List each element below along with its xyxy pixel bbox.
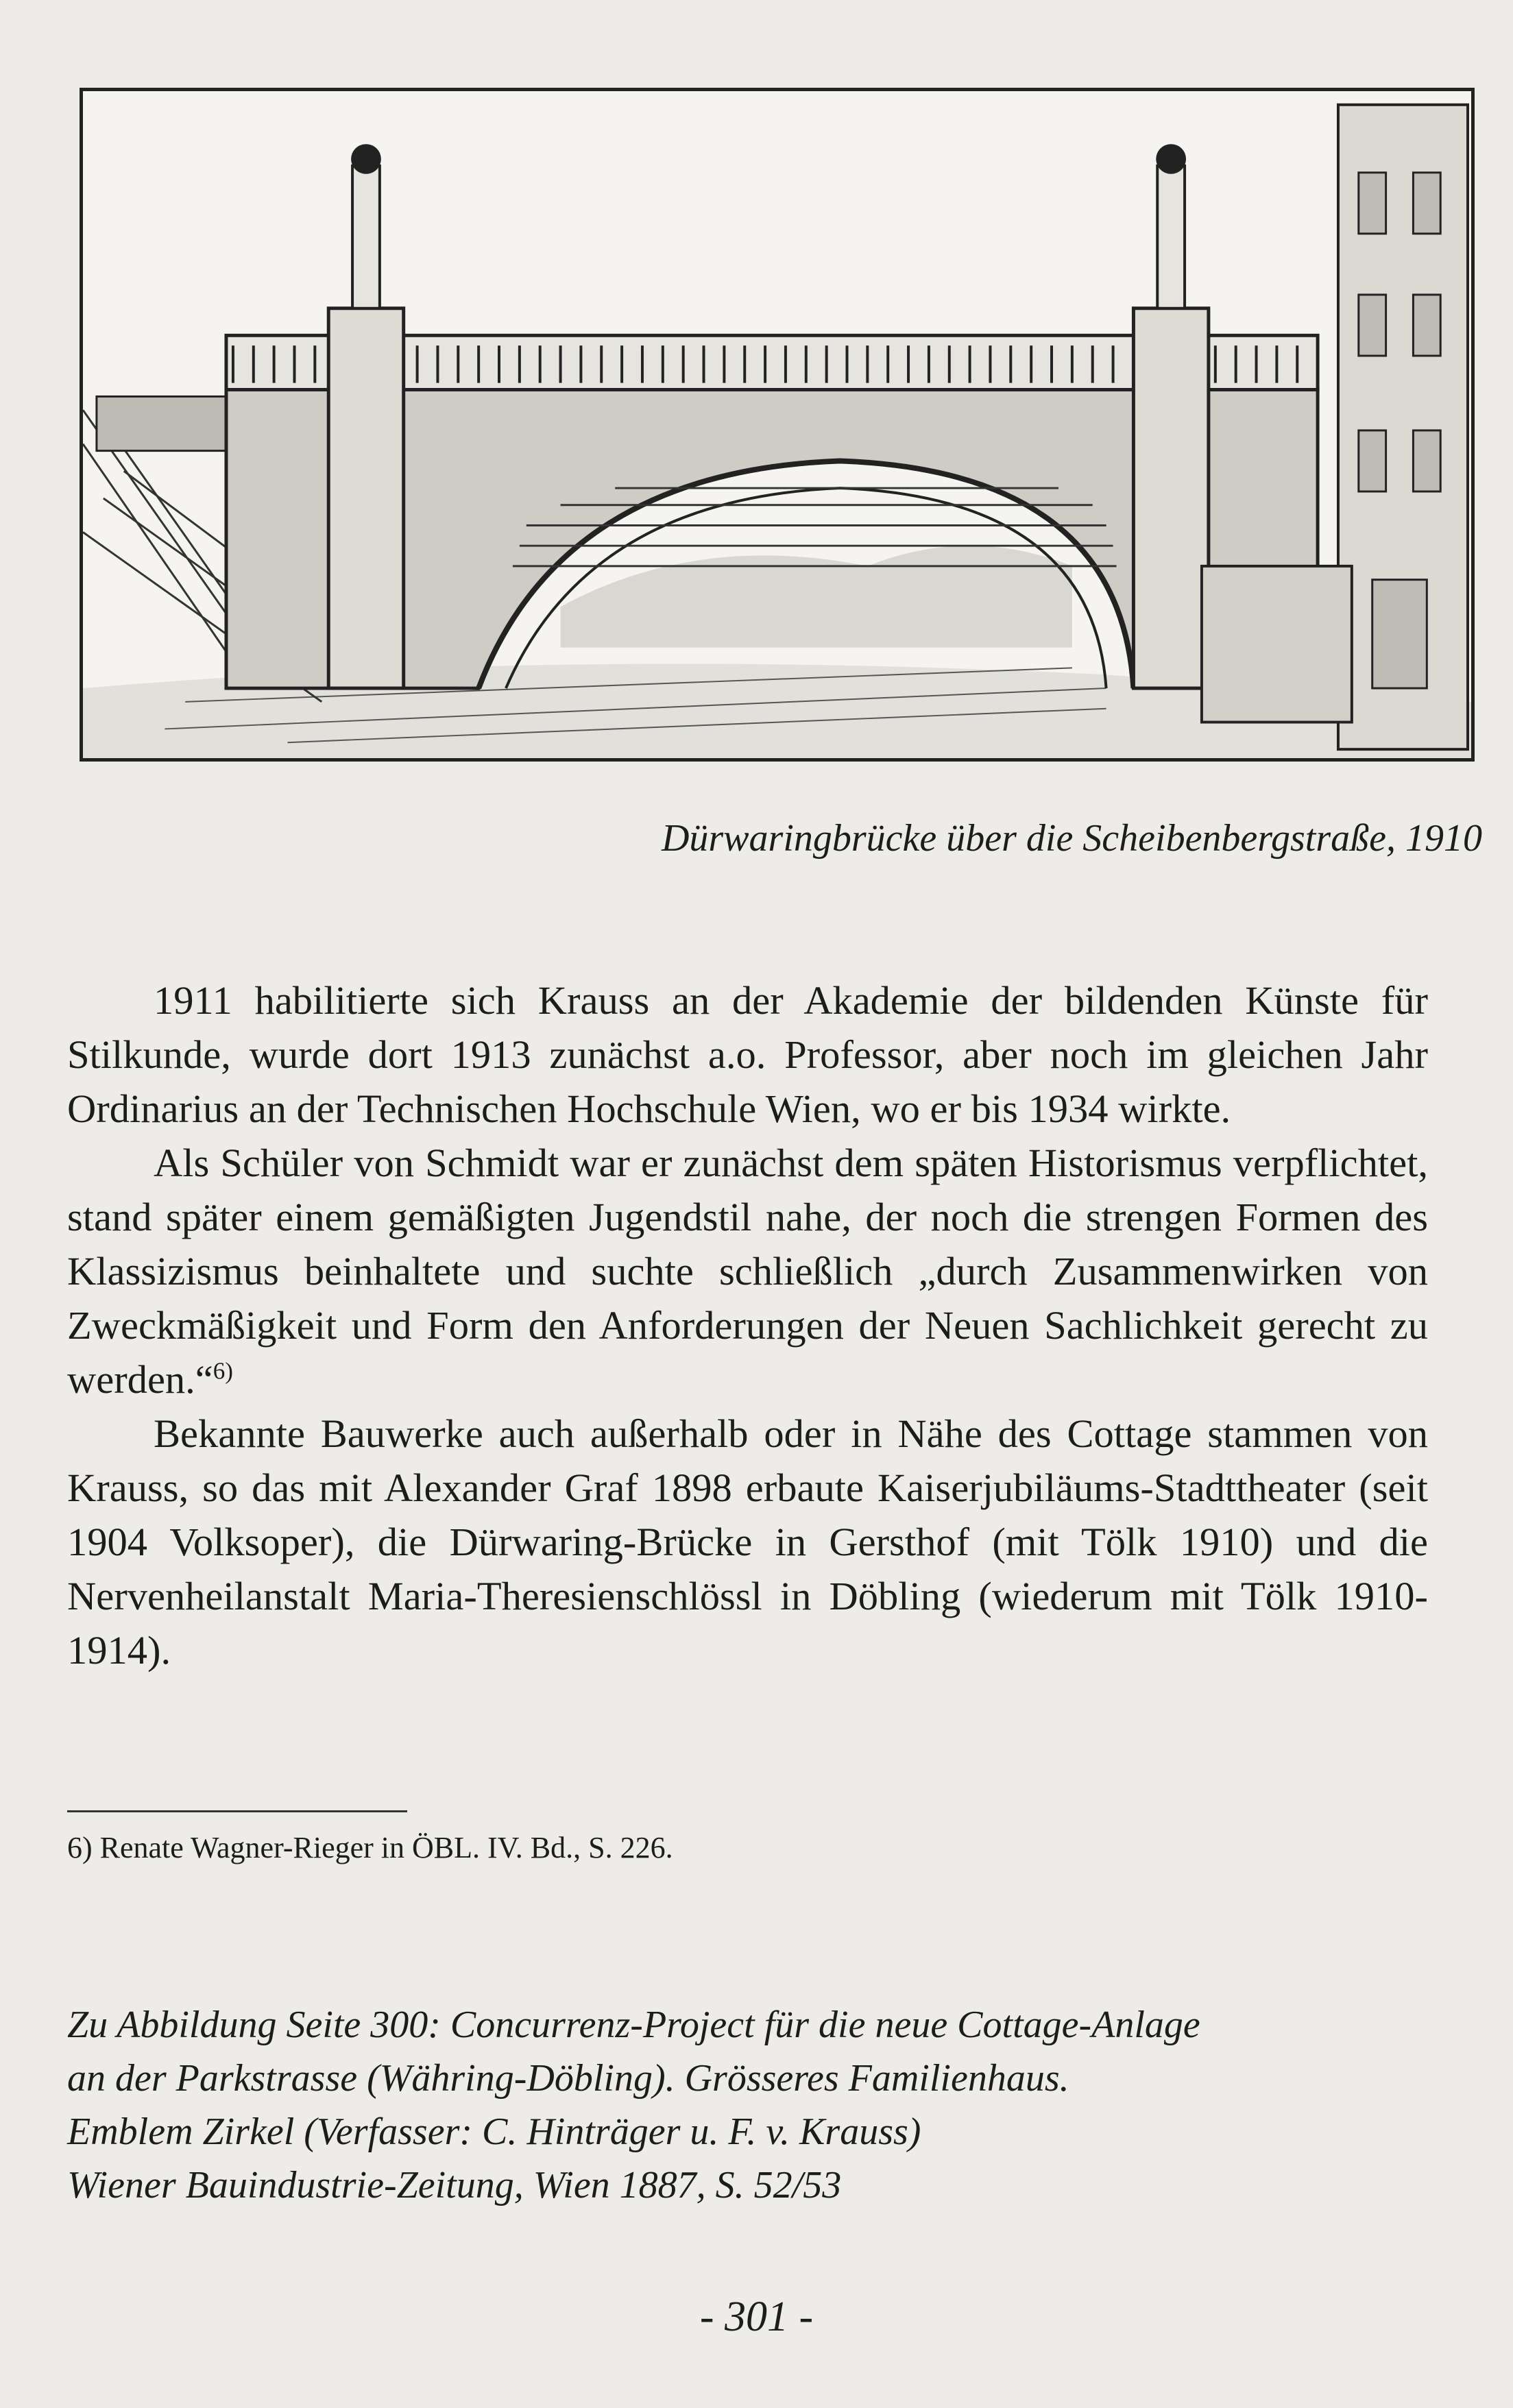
note-line: Zu Abbildung Seite 300: Concurrenz-Project für die neue Cottage-Anlage: [67, 2004, 1200, 2046]
illustration-note: [67, 1998, 1445, 2212]
page-number: - 301 -: [699, 2294, 814, 2340]
figure-caption: Dürwaringbrücke über die Scheibenbergstraße, 1910: [661, 817, 1482, 860]
paragraph-2: [67, 1136, 1428, 1407]
footnote: 6) Renate Wagner-Rieger in ÖBL. IV. Bd., S. 226.: [67, 1831, 673, 1864]
paragraph-1-text: 1911 habilitierte sich Krauss an der Akademie der bildenden Künste für Stilkunde, wurde dort 1913 zunächst a.o. Professor, aber noch im gleichen Jahr Ordinarius an der Technischen Hochschule Wien, wo er bis 1934 wirkte.: [67, 978, 1428, 1131]
note-line: an der Parkstrasse (Währing-Döbling). Grösseres Familienhaus.: [67, 2057, 1069, 2100]
paragraph-1: [67, 973, 1428, 1136]
bridge-drawing: [83, 91, 1471, 758]
footnote-divider: [67, 1810, 407, 1812]
paragraph-3: [67, 1407, 1428, 1677]
body-text: [67, 973, 1428, 1677]
paragraph-3-text: Bekannte Bauwerke auch außerhalb oder in Nähe des Cottage stammen von Krauss, so das mit Alexander Graf 1898 erbaute Kaiserjubiläums-Stadttheater (seit 1904 Volksoper), die Dürwaring-Brücke in Gersthof (mit Tölk 1910) und die Nervenheilanstalt Maria-Theresienschlössl in Döbling (wiederum mit Tölk 1910-1914).: [67, 1411, 1428, 1673]
note-line: Emblem Zirkel (Verfasser: C. Hinträger u. F. v. Krauss): [67, 2111, 921, 2153]
note-line: Wiener Bauindustrie-Zeitung, Wien 1887, S. 52/53: [67, 2164, 842, 2206]
footnote-reference: 6): [213, 1357, 233, 1385]
bridge-illustration: [80, 88, 1475, 762]
paragraph-2-text: Als Schüler von Schmidt war er zunächst dem späten Historismus verpflichtet, stand später einem gemäßigten Jugendstil nahe, der noch die strengen Formen des Klassizismus beinhaltete und suchte schließlich „durch Zusammenwirken von Zweckmäßigkeit und Form den Anforderungen der Neuen Sachlichkeit gerecht zu werden.“: [67, 1141, 1428, 1402]
